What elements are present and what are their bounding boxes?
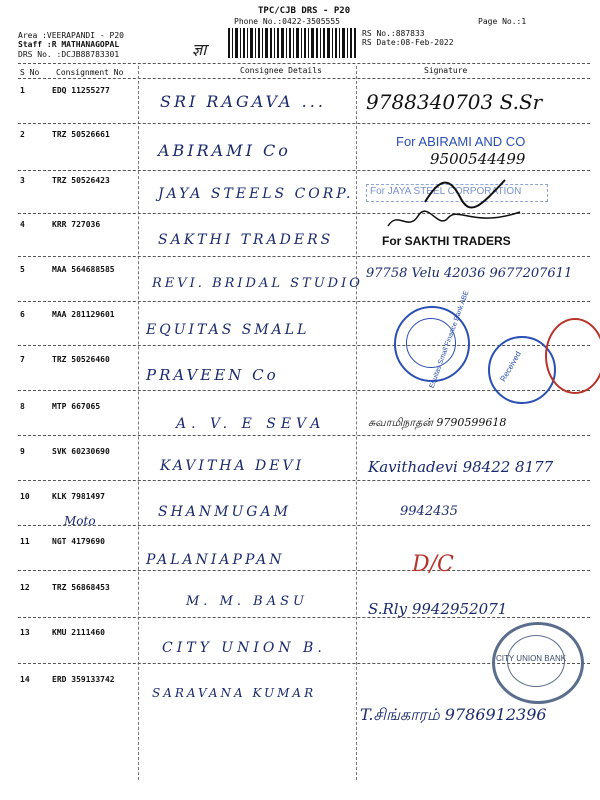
row-10-consignment: KLK 7981497 (52, 492, 105, 501)
row-rule (18, 435, 590, 436)
row-13-stamp: CITY UNION BANK (496, 654, 567, 663)
row-12-consignment: TRZ 56868453 (52, 583, 110, 592)
row-6-consignee: EQUITAS SMALL (146, 322, 310, 338)
row-rule (18, 480, 590, 481)
row-1-signature: 9788340703 S.Sr (366, 90, 543, 114)
barcode-scribble: ज्ञा (192, 40, 207, 59)
row-11-consignment: NGT 4179690 (52, 537, 105, 546)
row-7-sno: 7 (20, 355, 25, 364)
row-5-signature: 97758 Velu 42036 9677207611 (366, 266, 573, 281)
row-rule (18, 170, 590, 171)
drs-number: DRS No. :DCJB88783301 (18, 50, 120, 59)
row-1-consignment: EDQ 11255277 (52, 86, 110, 95)
row-12-sno: 12 (20, 583, 30, 592)
row-9-signature: Kavithadevi 98422 8177 (368, 458, 554, 476)
row-10-consignee: SHANMUGAM (158, 504, 291, 520)
row-2-stamp: For ABIRAMI AND CO (396, 134, 526, 149)
row-7-consignee: PRAVEEN Co (146, 366, 279, 384)
row-10-margin-note: Moto (64, 514, 96, 528)
col-sno: S No (20, 68, 40, 77)
row-7-red-seal (545, 318, 600, 394)
row-1-sno: 1 (20, 86, 25, 95)
row-6-consignment: MAA 281129601 (52, 310, 115, 319)
row-rule (18, 570, 590, 571)
row-3-consignment: TRZ 50526423 (52, 176, 110, 185)
phone-number: Phone No.:0422-3505555 (234, 17, 340, 26)
row-10-sno: 10 (20, 492, 30, 501)
document-title: TPC/CJB DRS - P20 (258, 6, 351, 16)
barcode (228, 28, 356, 58)
row-rule (18, 525, 590, 526)
row-4-stamp: For SAKTHI TRADERS (382, 234, 511, 248)
row-13-bank-seal (492, 622, 584, 704)
page-number: Page No.:1 (478, 17, 527, 26)
row-11-sno: 11 (20, 537, 30, 546)
row-13-consignee: CITY UNION B. (162, 640, 326, 656)
header-rule-top (18, 63, 590, 64)
row-13-sno: 13 (20, 628, 30, 637)
column-divider-2 (356, 66, 357, 780)
column-divider-1 (138, 66, 139, 780)
row-8-sno: 8 (20, 402, 25, 411)
row-2-consignment: TRZ 50526661 (52, 130, 110, 139)
row-6-sno: 6 (20, 310, 25, 319)
row-10-signature: 9942435 (400, 504, 458, 519)
staff-label: Staff :R MATHANAGOPAL (18, 40, 120, 49)
row-7-stamp: Received (498, 349, 523, 384)
row-12-consignee: M. M. BASU (186, 594, 308, 609)
row-7-consignment: TRZ 50526460 (52, 355, 110, 364)
col-consignee: Consignee Details (240, 66, 322, 75)
row-11-signature: D/C (412, 552, 454, 577)
col-consignment: Consignment No (56, 68, 124, 77)
row-14-signature: T.சிங்காரம் 9786912396 (360, 705, 547, 724)
row-9-sno: 9 (20, 447, 25, 456)
row-3-consignee: JAYA STEELS CORP. (158, 186, 354, 202)
row-9-consignee: KAVITHA DEVI (160, 458, 305, 474)
rs-number: RS No.:887833 (362, 29, 425, 38)
row-14-consignee: SARAVANA KUMAR (152, 686, 317, 700)
row-3-stamp: For JAYA STEEL CORPORATION (370, 186, 522, 197)
row-13-consignment: KMU 2111460 (52, 628, 105, 637)
row-4-consignment: KRR 727036 (52, 220, 101, 229)
row-5-sno: 5 (20, 265, 25, 274)
row-4-consignee: SAKTHI TRADERS (158, 232, 334, 248)
row-12-signature: S.Rly 9942952071 (368, 600, 508, 618)
row-8-signature: சுவாமிநாதன் 9790599618 (368, 416, 507, 429)
row-5-consignment: MAA 564688585 (52, 265, 115, 274)
row-14-consignment: ERD 359133742 (52, 675, 115, 684)
row-1-consignee: SRI RAGAVA ... (160, 92, 326, 111)
row-9-consignment: SVK 60230690 (52, 447, 110, 456)
row-2-sno: 2 (20, 130, 25, 139)
row-8-consignee: A. V. E SEVA (176, 416, 326, 432)
row-2-signature: 9500544499 (430, 150, 526, 168)
row-8-consignment: MTP 667065 (52, 402, 101, 411)
row-rule (18, 301, 590, 302)
row-14-sno: 14 (20, 675, 30, 684)
row-4-signature-scribble (384, 206, 524, 236)
row-6-stamp: Equitas Small Finance Bank ABE (428, 289, 471, 390)
row-2-consignee: ABIRAMI Co (158, 141, 291, 160)
rs-date: RS Date:08-Feb-2022 (362, 38, 454, 47)
row-rule (18, 256, 590, 257)
row-11-consignee: PALANIAPPAN (146, 552, 285, 568)
row-rule (18, 123, 590, 124)
row-3-sno: 3 (20, 176, 25, 185)
area-label: Area :VEERAPANDI - P20 (18, 31, 124, 40)
row-4-sno: 4 (20, 220, 25, 229)
row-5-consignee: REVI. BRIDAL STUDIO (152, 276, 363, 291)
header-rule-bottom (18, 78, 590, 79)
col-signature: Signature (424, 66, 468, 75)
